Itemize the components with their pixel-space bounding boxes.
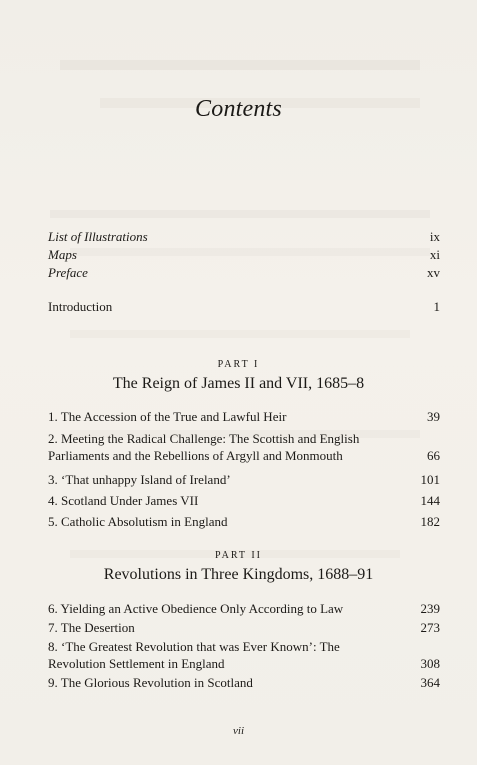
- part-title: The Reign of James II and VII, 1685–8: [112, 375, 365, 392]
- toc-entry: [48, 471, 440, 488]
- toc-entry: [48, 264, 440, 281]
- toc-entry-introduction: [48, 298, 440, 315]
- toc-entry-label: 6. Yielding an Active Obedience Only According to Law: [48, 601, 344, 616]
- toc-entry-label: 2. Meeting the Radical Challenge: The Scottish and English Parliaments and the Rebellions of Argyll and Monmouth: [48, 431, 360, 463]
- toc-entry-page: 66: [427, 448, 440, 463]
- toc-entry-page: ix: [429, 229, 440, 244]
- toc-entry-page: 101: [420, 472, 440, 487]
- toc-entry: [48, 600, 440, 617]
- toc-entry-label: 1. The Accession of the True and Lawful Heir: [48, 409, 287, 424]
- toc-entry: [48, 246, 440, 263]
- part-label: PART II: [214, 550, 263, 561]
- toc-entry: [48, 228, 440, 245]
- toc-entry: [48, 674, 440, 691]
- toc-entry-label: 7. The Desertion: [48, 620, 135, 635]
- toc-entry-label: 3. ‘That unhappy Island of Ireland’: [48, 472, 231, 487]
- toc-entry-page: xi: [429, 247, 440, 262]
- show-through-bar: [50, 210, 430, 218]
- toc-entry-label: Preface: [48, 265, 88, 280]
- toc-entry-page: xv: [427, 265, 440, 280]
- part-title: Revolutions in Three Kingdoms, 1688–91: [103, 566, 374, 583]
- toc-entry: [48, 430, 440, 464]
- toc-entry: [48, 492, 440, 509]
- toc-entry-label: 9. The Glorious Revolution in Scotland: [48, 675, 253, 690]
- toc-entry: [48, 619, 440, 636]
- toc-entry: [48, 408, 440, 425]
- toc-entry-page: 182: [420, 514, 440, 529]
- toc-entry-page: 273: [420, 620, 440, 635]
- toc-entry-label: List of Illustrations: [48, 229, 148, 244]
- show-through-bar: [70, 330, 410, 338]
- toc-entry-page: 144: [420, 493, 440, 508]
- show-through-bar: [60, 60, 420, 70]
- toc-entry-page: 1: [433, 299, 440, 314]
- toc-entry-page: 39: [427, 409, 440, 424]
- toc-entry-page: 239: [420, 601, 440, 616]
- part-label: PART I: [217, 359, 260, 370]
- toc-entry-page: 364: [420, 675, 440, 690]
- page-title: Contents: [195, 96, 282, 122]
- toc-entry-page: 308: [420, 656, 440, 671]
- toc-entry: [48, 513, 440, 530]
- toc-entry-label: 5. Catholic Absolutism in England: [48, 514, 228, 529]
- toc-entry-label: 8. ‘The Greatest Revolution that was Ever Known’: The Revolution Settlement in England: [48, 639, 340, 671]
- toc-entry-label: Maps: [48, 247, 77, 262]
- toc-entry-label: Introduction: [48, 299, 113, 314]
- toc-entry: [48, 638, 440, 672]
- page-folio: vii: [233, 725, 244, 737]
- toc-entry-label: 4. Scotland Under James VII: [48, 493, 199, 508]
